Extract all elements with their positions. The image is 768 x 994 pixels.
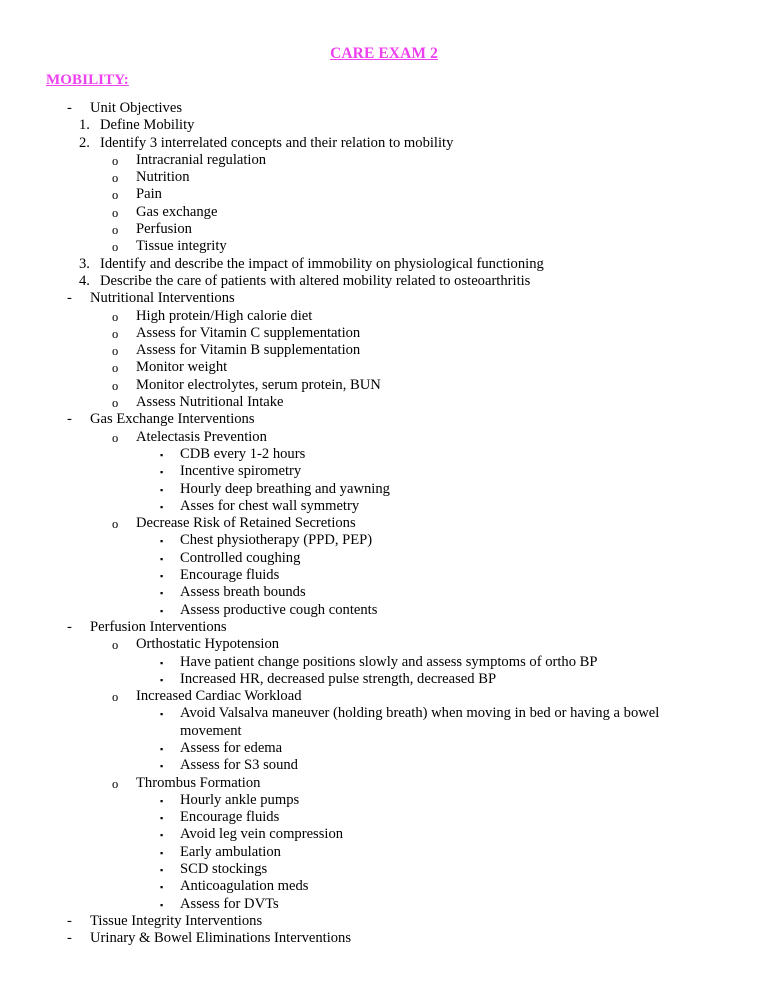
outline-item — [0, 654, 768, 671]
list-bullet-icon: - — [67, 930, 72, 947]
outline-item — [0, 359, 768, 376]
outline-item — [0, 930, 768, 947]
list-bullet-icon: ▪ — [160, 709, 164, 720]
outline-item — [0, 100, 768, 117]
outline-item — [0, 169, 768, 186]
outline-item — [0, 117, 768, 134]
outline-item — [0, 411, 768, 428]
outline-item-label: Incentive spirometry — [180, 463, 302, 480]
list-bullet-icon: - — [67, 411, 72, 428]
outline-item-label: CDB every 1-2 hours — [180, 445, 306, 462]
outline-item — [0, 429, 768, 446]
list-bullet-icon: o — [112, 517, 119, 532]
outline-item-label: High protein/High calorie diet — [136, 307, 313, 324]
outline-item-label: Avoid Valsalva maneuver (holding breath) when moving in bed or having a bowel movement — [180, 705, 660, 739]
outline-item — [0, 290, 768, 307]
list-bullet-icon: 1. — [79, 117, 90, 134]
outline-item-label: Tissue integrity — [136, 238, 227, 255]
list-bullet-icon: o — [112, 223, 119, 238]
outline-item-label: Pain — [136, 186, 162, 203]
outline-item — [0, 515, 768, 532]
outline-item-label: Nutritional Interventions — [90, 290, 235, 307]
outline-item-label: Unit Objectives — [90, 100, 183, 116]
outline-item-label: Orthostatic Hypotension — [136, 636, 280, 653]
outline-item-label: Monitor weight — [136, 359, 228, 376]
list-bullet-icon: o — [112, 396, 119, 411]
list-bullet-icon: ▪ — [160, 588, 164, 599]
list-bullet-icon: o — [112, 309, 119, 324]
list-bullet-icon: ▪ — [160, 536, 164, 547]
list-bullet-icon: o — [112, 188, 119, 203]
outline-item-label: Perfusion Interventions — [90, 618, 227, 635]
outline-item-label: Have patient change positions slowly and assess symptoms of ortho BP — [180, 653, 598, 670]
outline-item — [0, 135, 768, 152]
outline-item-label: Thrombus Formation — [136, 774, 261, 791]
list-bullet-icon: o — [112, 240, 119, 255]
list-bullet-icon: - — [67, 618, 72, 635]
outline-item — [0, 792, 768, 809]
list-bullet-icon: ▪ — [160, 882, 164, 893]
outline-item — [0, 740, 768, 757]
outline-item-label: Assess for Vitamin C supplementation — [136, 324, 361, 341]
list-bullet-icon: o — [112, 344, 119, 359]
outline-item-label: Assess productive cough contents — [180, 601, 378, 618]
list-bullet-icon: ▪ — [160, 657, 164, 668]
outline-item — [0, 705, 768, 740]
outline-item-label: Encourage fluids — [180, 809, 280, 826]
outline-item-label: Tissue Integrity Interventions — [90, 912, 263, 929]
list-bullet-icon: o — [112, 153, 119, 168]
list-bullet-icon: 2. — [79, 134, 90, 151]
outline-item — [0, 619, 768, 636]
outline-item-label: Avoid leg vein compression — [180, 826, 344, 843]
outline-item — [0, 308, 768, 325]
outline-item-label: Define Mobility — [100, 117, 195, 134]
outline-list — [0, 100, 768, 948]
outline-item — [0, 238, 768, 255]
outline-item — [0, 861, 768, 878]
outline-item-label: Controlled coughing — [180, 549, 301, 566]
outline-item-label: Nutrition — [136, 169, 190, 186]
outline-item-label: Chest physiotherapy (PPD, PEP) — [180, 532, 373, 549]
list-bullet-icon: o — [112, 638, 119, 653]
outline-item-label: Urinary & Bowel Eliminations Interventions — [90, 930, 352, 947]
outline-item-label: Intracranial regulation — [136, 151, 267, 168]
list-bullet-icon: o — [112, 326, 119, 341]
outline-item-label: Gas exchange — [136, 203, 218, 220]
list-bullet-icon: - — [67, 290, 72, 307]
outline-item — [0, 550, 768, 567]
list-bullet-icon: ▪ — [160, 865, 164, 876]
outline-item — [0, 463, 768, 480]
list-bullet-icon: ▪ — [160, 449, 164, 460]
outline-item-label: Monitor electrolytes, serum protein, BUN — [136, 376, 381, 393]
outline-item — [0, 325, 768, 342]
outline-item-label: Early ambulation — [180, 843, 281, 860]
list-bullet-icon: ▪ — [160, 813, 164, 824]
outline-item — [0, 152, 768, 169]
outline-item — [0, 498, 768, 515]
outline-item-label: Asses for chest wall symmetry — [180, 497, 360, 514]
list-bullet-icon: ▪ — [160, 674, 164, 685]
outline-item-label: Assess for Vitamin B supplementation — [136, 342, 361, 359]
outline-item-label: Hourly deep breathing and yawning — [180, 480, 390, 497]
outline-item-label: Identify and describe the impact of immobility on physiological functioning — [100, 255, 544, 272]
outline-item-label: Assess for S3 sound — [180, 757, 298, 774]
outline-item — [0, 584, 768, 601]
outline-item — [0, 757, 768, 774]
outline-item — [0, 671, 768, 688]
list-bullet-icon: ▪ — [160, 847, 164, 858]
outline-item — [0, 878, 768, 895]
outline-item-label: Assess Nutritional Intake — [136, 394, 284, 411]
outline-item-label: Assess for edema — [180, 739, 283, 756]
list-bullet-icon: ▪ — [160, 761, 164, 772]
section-heading-mobility: MOBILITY: — [46, 72, 129, 88]
list-bullet-icon: - — [67, 100, 72, 116]
list-bullet-icon: o — [112, 171, 119, 186]
outline-item-label: Increased HR, decreased pulse strength, decreased BP — [180, 670, 497, 687]
list-bullet-icon: ▪ — [160, 899, 164, 910]
outline-item — [0, 446, 768, 463]
outline-item — [0, 481, 768, 498]
outline-item-label: Assess for DVTs — [180, 895, 279, 912]
outline-item-label: Gas Exchange Interventions — [90, 411, 255, 428]
outline-item-label: Decrease Risk of Retained Secretions — [136, 515, 356, 532]
outline-item — [0, 273, 768, 290]
outline-item-label: Describe the care of patients with altered mobility related to osteoarthritis — [100, 272, 531, 289]
list-bullet-icon: ▪ — [160, 501, 164, 512]
list-bullet-icon: o — [112, 378, 119, 393]
list-bullet-icon: ▪ — [160, 553, 164, 564]
outline-item-label: Hourly ankle pumps — [180, 791, 300, 808]
list-bullet-icon: ▪ — [160, 743, 164, 754]
outline-item — [0, 844, 768, 861]
outline-item — [0, 204, 768, 221]
outline-item — [0, 826, 768, 843]
outline-item — [0, 342, 768, 359]
outline-item-label: Anticoagulation meds — [180, 878, 309, 895]
outline-item-label: Encourage fluids — [180, 567, 280, 584]
outline-item — [0, 394, 768, 411]
list-bullet-icon: ▪ — [160, 484, 164, 495]
list-bullet-icon: ▪ — [160, 830, 164, 841]
outline-item — [0, 256, 768, 273]
outline-item — [0, 809, 768, 826]
outline-item-label: Increased Cardiac Workload — [136, 688, 302, 705]
list-bullet-icon: o — [112, 776, 119, 791]
outline-item-label: SCD stockings — [180, 861, 268, 878]
outline-item-label: Assess breath bounds — [180, 584, 306, 601]
outline-item — [0, 602, 768, 619]
list-bullet-icon: ▪ — [160, 605, 164, 616]
outline-item — [0, 688, 768, 705]
outline-item — [0, 775, 768, 792]
list-bullet-icon: o — [112, 205, 119, 220]
outline-item-label: Atelectasis Prevention — [136, 428, 267, 445]
outline-item-label: Perfusion — [136, 221, 192, 238]
list-bullet-icon: 4. — [79, 272, 90, 289]
list-bullet-icon: o — [112, 430, 119, 445]
outline-item — [0, 377, 768, 394]
list-bullet-icon: ▪ — [160, 571, 164, 582]
outline-item — [0, 186, 768, 203]
outline-item — [0, 567, 768, 584]
outline-item — [0, 896, 768, 913]
outline-item-label: Identify 3 interrelated concepts and their relation to mobility — [100, 134, 454, 151]
outline-item — [0, 532, 768, 549]
list-bullet-icon: - — [67, 912, 72, 929]
outline-item — [0, 221, 768, 238]
list-bullet-icon: ▪ — [160, 467, 164, 478]
outline-item — [0, 636, 768, 653]
list-bullet-icon: 3. — [79, 255, 90, 272]
list-bullet-icon: ▪ — [160, 795, 164, 806]
list-bullet-icon: o — [112, 361, 119, 376]
page-title: CARE EXAM 2 — [330, 45, 438, 62]
list-bullet-icon: o — [112, 690, 119, 705]
outline-item — [0, 913, 768, 930]
